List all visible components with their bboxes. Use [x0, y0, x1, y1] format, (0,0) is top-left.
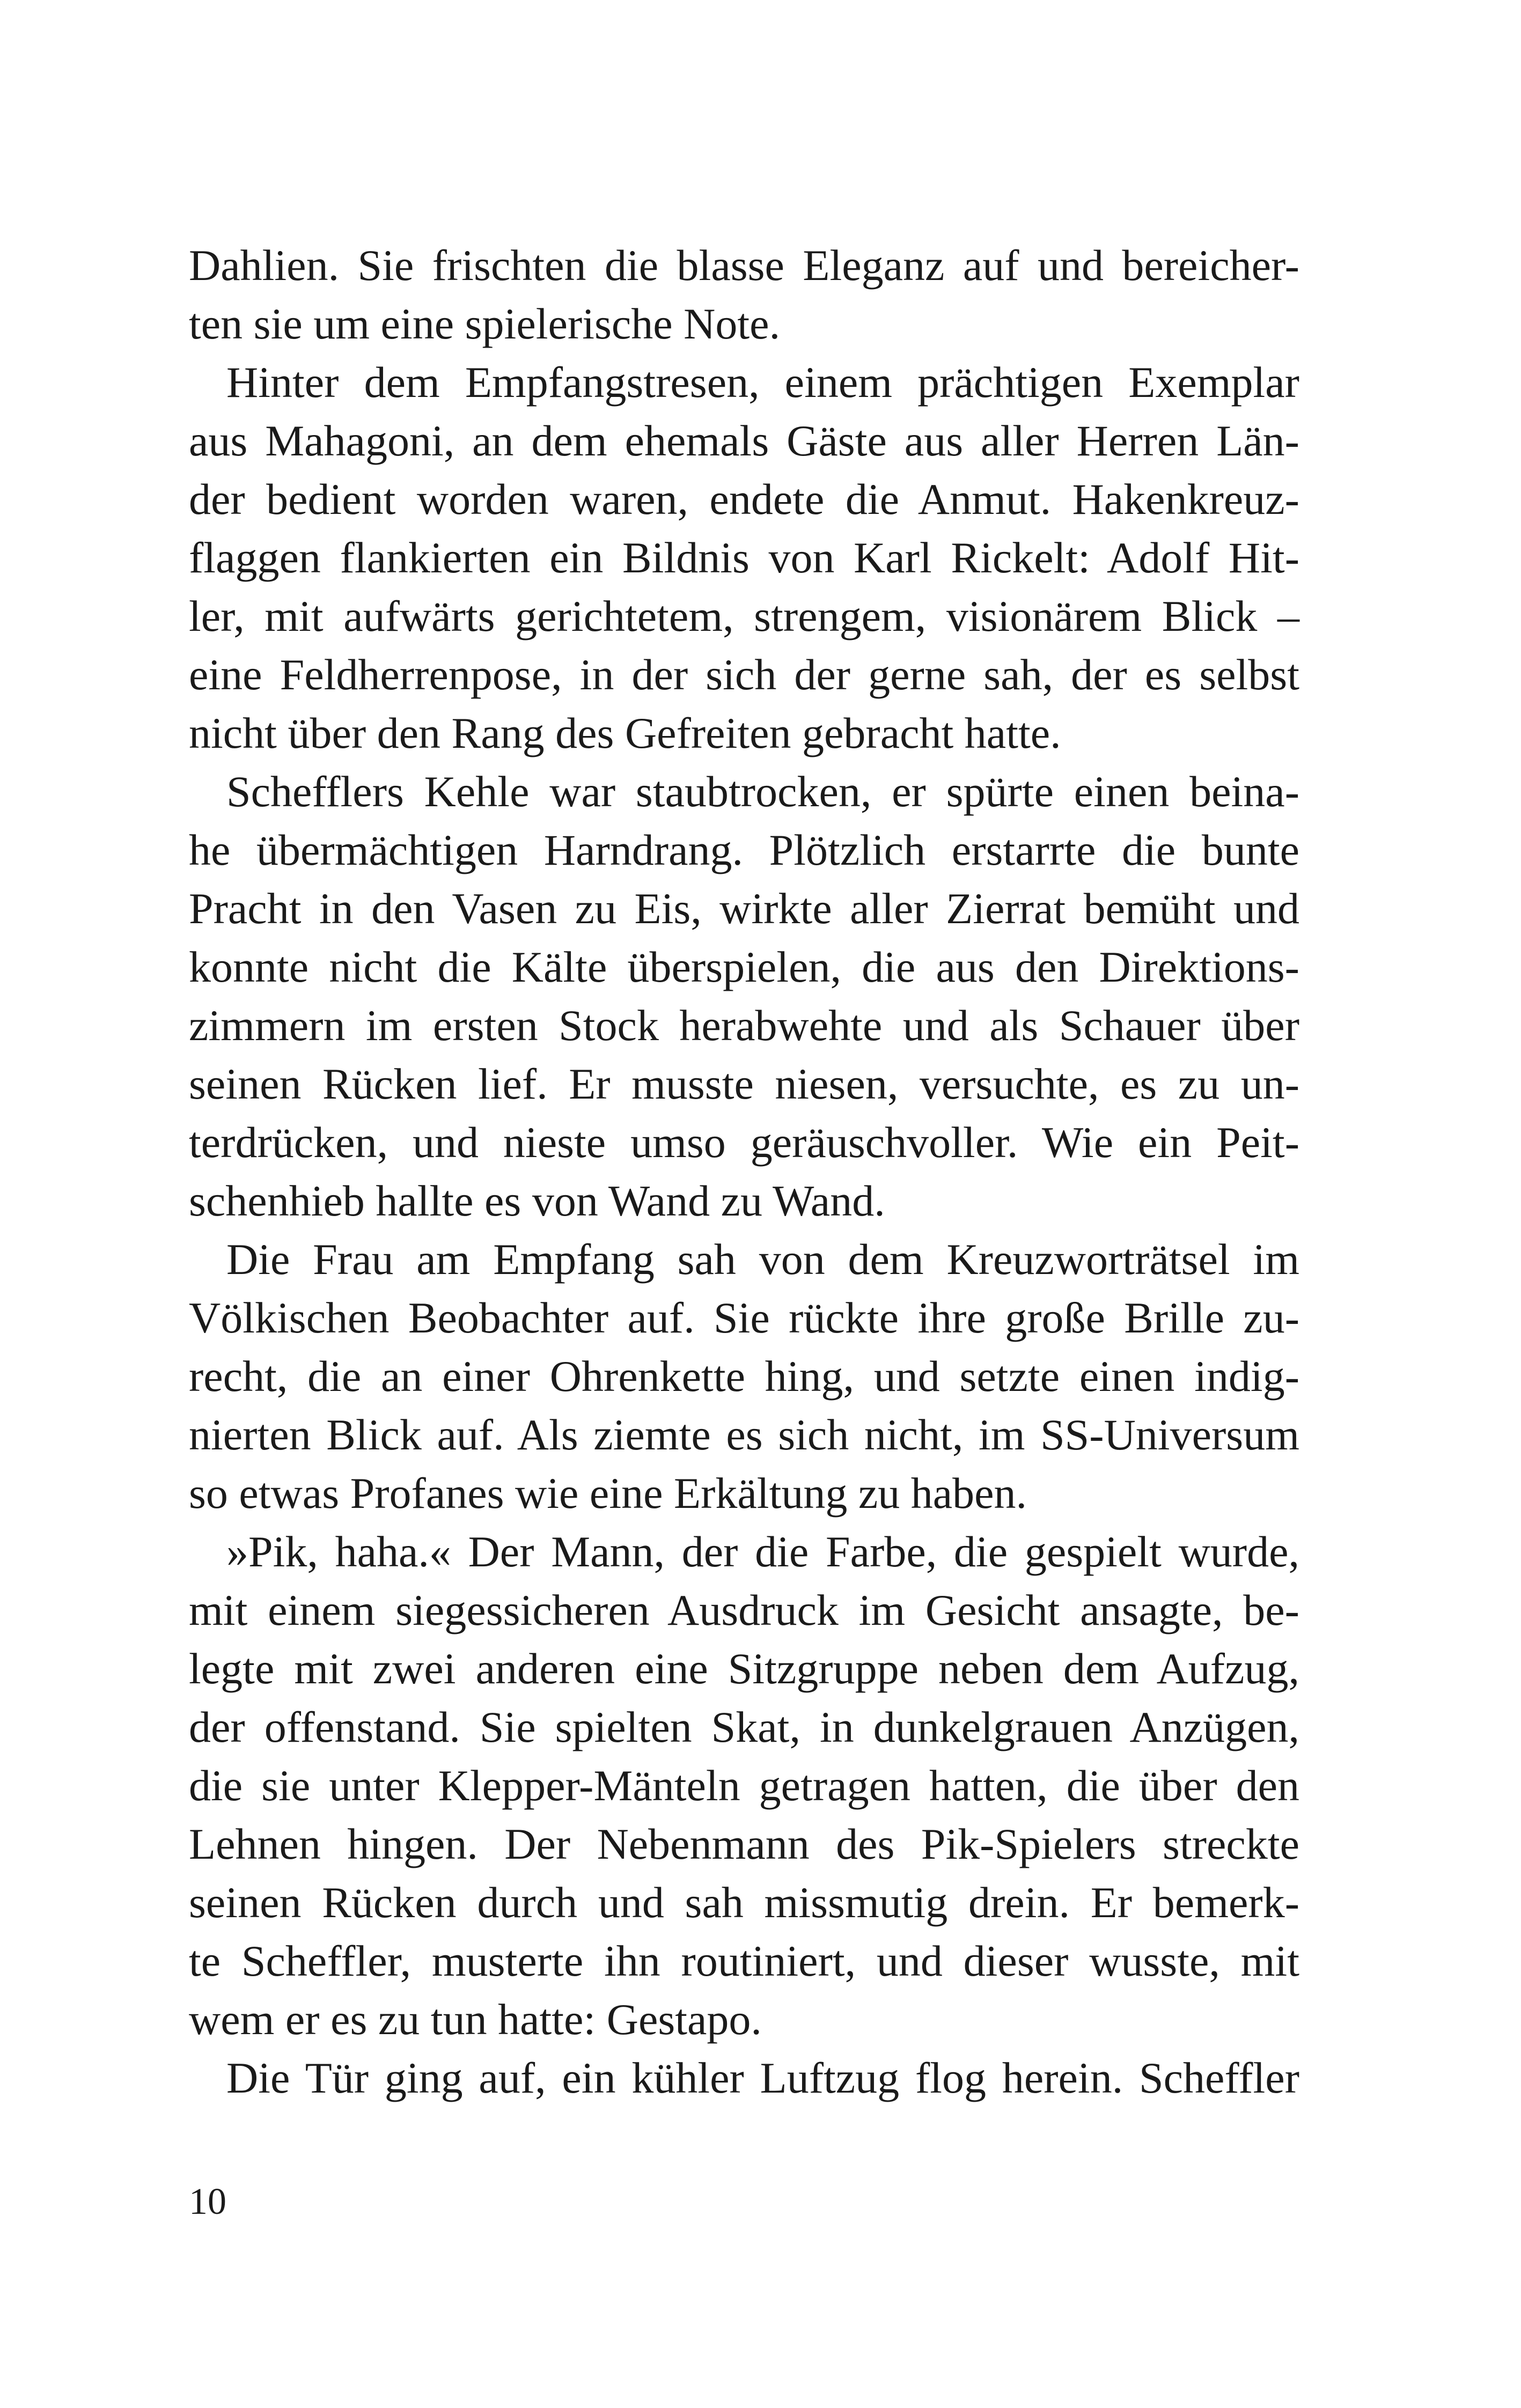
- text-line: ten sie um eine spielerische Note.: [189, 299, 781, 348]
- text-line: so etwas Profanes wie eine Erkältung zu haben.: [189, 1469, 1027, 1518]
- text-line: nierten Blick auf. Als ziemte es sich nicht, im SS-Universum: [189, 1410, 1299, 1459]
- text-line: recht, die an einer Ohrenkette hing, und setzte einen indig-: [189, 1352, 1299, 1401]
- page-number: 10: [189, 2181, 226, 2222]
- text-line: »Pik, haha.« Der Mann, der die Farbe, die gespielt wurde,: [226, 1527, 1299, 1576]
- text-line: eine Feldherrenpose, in der sich der gerne sah, der es selbst: [189, 650, 1299, 699]
- text-line: Die Tür ging auf, ein kühler Luftzug flog herein. Scheffler: [226, 2053, 1299, 2102]
- text-line: legte mit zwei anderen eine Sitzgruppe neben dem Aufzug,: [189, 1644, 1299, 1693]
- text-line: Lehnen hingen. Der Nebenmann des Pik-Spielers streckte: [189, 1820, 1299, 1868]
- text-line: Schefflers Kehle war staubtrocken, er spürte einen beina-: [226, 767, 1299, 816]
- text-line: Dahlien. Sie frischten die blasse Eleganz auf und bereicher-: [189, 241, 1299, 290]
- text-line: terdrücken, und nieste umso geräuschvoller. Wie ein Peit-: [189, 1118, 1299, 1167]
- text-line: he übermächtigen Harndrang. Plötzlich erstarrte die bunte: [189, 826, 1299, 874]
- text-line: flaggen flankierten ein Bildnis von Karl Rickelt: Adolf Hit-: [189, 533, 1299, 582]
- text-line: seinen Rücken durch und sah missmutig drein. Er bemerk-: [189, 1878, 1299, 1927]
- text-line: seinen Rücken lief. Er musste niesen, versuchte, es zu un-: [189, 1059, 1299, 1108]
- text-line: nicht über den Rang des Gefreiten gebracht hatte.: [189, 709, 1061, 757]
- text-line: schenhieb hallte es von Wand zu Wand.: [189, 1176, 885, 1225]
- text-line: Völkischen Beobachter auf. Sie rückte ihre große Brille zu-: [189, 1293, 1299, 1342]
- text-line: te Scheffler, musterte ihn routiniert, und dieser wusste, mit: [189, 1936, 1299, 1985]
- text-line: Pracht in den Vasen zu Eis, wirkte aller Zierrat bemüht und: [189, 884, 1299, 933]
- text-line: zimmern im ersten Stock herabwehte und als Schauer über: [189, 1001, 1299, 1050]
- text-line: ler, mit aufwärts gerichtetem, strengem, visionärem Blick –: [189, 592, 1299, 640]
- text-line: die sie unter Klepper-Mänteln getragen hatten, die über den: [189, 1761, 1299, 1810]
- text-line: Hinter dem Empfangstresen, einem prächtigen Exemplar: [226, 358, 1299, 407]
- text-line: konnte nicht die Kälte überspielen, die aus den Direktions-: [189, 942, 1299, 991]
- body-text: [189, 236, 1299, 2107]
- text-line: Die Frau am Empfang sah von dem Kreuzworträtsel im: [226, 1235, 1299, 1284]
- text-line: aus Mahagoni, an dem ehemals Gäste aus aller Herren Län-: [189, 416, 1299, 465]
- text-line: mit einem siegessicheren Ausdruck im Gesicht ansagte, be-: [189, 1586, 1299, 1634]
- text-line: der bedient worden waren, endete die Anmut. Hakenkreuz-: [189, 475, 1299, 524]
- text-line: der offenstand. Sie spielten Skat, in dunkelgrauen Anzügen,: [189, 1703, 1299, 1751]
- text-line: wem er es zu tun hatte: Gestapo.: [189, 1995, 762, 2044]
